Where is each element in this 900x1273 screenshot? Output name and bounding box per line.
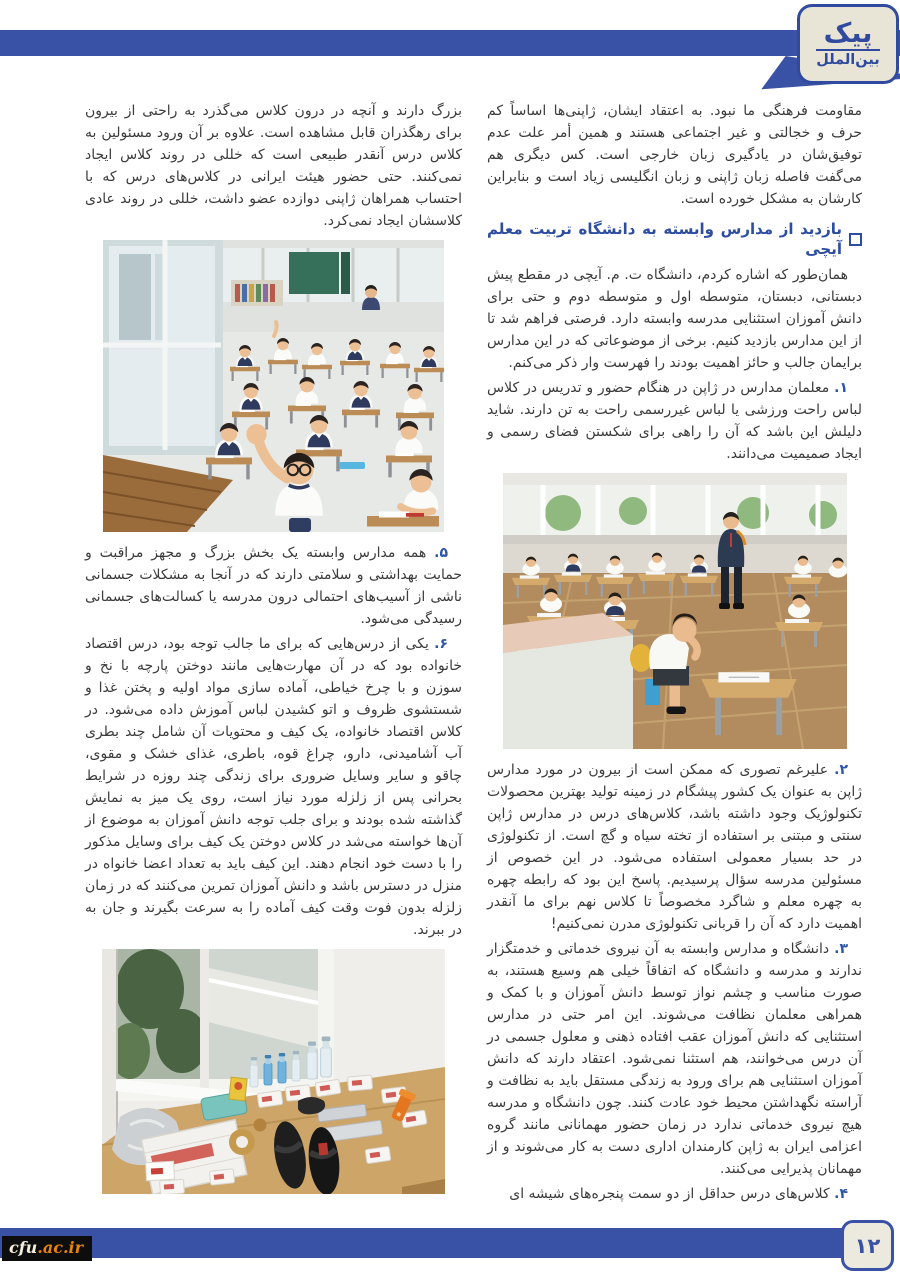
classroom-students-writing-photo xyxy=(503,473,847,749)
list-item-1 xyxy=(487,377,862,465)
intro-paragraph: مقاومت فرهنگی ما نبود. به اعتقاد ایشان، ژاپنی‌ها اساساً کم حرف و خجالتی و غیر اجتماعی هستند و همین أمر علت عدم توفیق‌شان در یادگیری زبان خارجی است. کس دیگری هم می‌گفت فاصله زبان ژاپنی و زبان انگلیسی زیاد است و بنابراین کارشان به مشکل خورده است. xyxy=(487,103,862,207)
column-right xyxy=(487,100,862,1208)
bookshelf xyxy=(231,280,283,306)
item-number: ۲. xyxy=(834,762,849,778)
watermark-name: cfu xyxy=(9,1238,38,1257)
section-heading xyxy=(487,219,862,259)
list-item-2 xyxy=(487,759,862,935)
watermark-domain: .ac.ir xyxy=(37,1238,84,1257)
cfu-watermark xyxy=(2,1236,92,1261)
continuation-paragraph: بزرگ دارند و آنچه در درون کلاس می‌گذرد به راحتی از بیرون برای رهگذران قابل مشاهده است. علاوه بر آن ورود مسئولین به کلاس درس آنقدر طبیعی است که خللی در روند کلاس ایجاد نمی‌کنند. حتی حضور هیئت ایرانی در کلاس‌های درس که با احتساب همراهان ژاپنی دوازده عضو داشت، خللی در روند عادی کلاسشان ایجاد نمی‌کرد. xyxy=(85,103,462,229)
page-number-badge xyxy=(841,1220,894,1271)
square-bullet-icon xyxy=(849,233,862,246)
item-text: کلاس‌های درس حداقل از دو سمت پنجره‌های شیشه ای xyxy=(509,1186,830,1202)
footer-band xyxy=(0,1228,853,1258)
earthquake-emergency-supplies-photo xyxy=(102,949,445,1194)
section-heading-text: بازدید از مدارس وابسته به دانشگاه تربیت معلم آیچی xyxy=(487,220,842,258)
item-text: یکی از درس‌هایی که برای ما جالب توجه بود، درس اقتصاد خانواده بود که در آن مهارت‌هایی مانند دوختن پارچه با نخ و سوزن و با چرخ خیاطی، آماده سازی مواد اولیه و پختن غذا و شستشوی ظروف و اتو کشیدن لباس آموزش داده می‌شود. در کلاس اقتصاد خانواده، یک کیف و محتویات آن شامل چند بطری آب آشامیدنی، دارو، چراغ قوه، باطری، غذای خشک و مقوی، چاقو و سایر وسایل ضروری برای زندگی چند روزه در شرایط بحرانی پس از زلزله مورد نیاز است، روی یک میز به نمایش گذاشته شده بودند و برای جلب توجه دانش آموزان به موضوع از آن‌ها خواسته می‌شد در کلاس دوختن یک کیف برای وسایل مذکور را با دست خود انجام دهند. این کیف باید به تعداد اعضا خانواه در منزل در دسترس باشد و دانش آموزان تمرین می‌کنند که در زمان زلزله بدون فوت وقت کیف آماده را به سرعت بگیرند و جان به در ببرند. xyxy=(85,636,462,938)
item-text: دانشگاه و مدارس وابسته به آن نیروی خدماتی و خدمتگزار ندارند و مدرسه و دانشگاه که اتفاقاً خیلی هم وسیع هستند، به صورت مناسب و چشم نواز توسط دانش آموزان و با کمک و همراهی معلمان نظافت می‌شوند. این امر حتی در مدارس استثنایی که دانش آموزان عقب افتاده ذهنی و معلول جسمی در آن درس می‌خوانند، هم استثنا نمی‌شود. اعتقاد دارند که دانش آموزان استثنایی هم برای ورود به زندگی مستقل باید به نظافت و آراسته نگهداشتن محیط خود عادت کنند. چون دانشگاه و مدرسه هیچ نیروی خدماتی ندارد در زمان حضور مهمانانی مانند گروه اعزامی ایران به ژاپن کارمندان اداری دست به کار می‌شوند و از مهمانان پذیرایی می‌کنند. xyxy=(487,941,862,1177)
classroom-students-waving-photo xyxy=(103,240,444,532)
emergency-supplies-illustration xyxy=(102,949,445,1194)
classroom-waving-illustration xyxy=(103,240,444,532)
list-item-3 xyxy=(487,938,862,1180)
logo-title: پیک xyxy=(823,18,873,50)
item-number: ۳. xyxy=(834,941,848,957)
item-number: ۵. xyxy=(434,545,448,561)
logo-subtitle: بین‌الملل xyxy=(816,49,879,68)
list-item-6 xyxy=(85,633,462,941)
header-band xyxy=(0,30,900,56)
item-number: ۴. xyxy=(834,1186,848,1202)
item-text: معلمان مدارس در ژاپن در هنگام حضور و تدریس در کلاس لباس راحت ورزشی یا لباس غیررسمی راحت به تن دارند. شاید دلیلش این باشد که آن را راهی برای شکستن فضای رسمی و ایجاد صمیمیت می‌دانند. xyxy=(487,380,862,462)
classroom-writing-illustration xyxy=(503,473,847,749)
list-item-5 xyxy=(85,542,462,630)
magazine-logo xyxy=(797,4,899,84)
item-number: ۶. xyxy=(434,636,448,652)
item-text: همه مدارس وابسته یک بخش بزرگ و مجهز مراقبت و حمایت بهداشتی و سلامتی دارند که در آنجا به مشکلات جسمانی ناشی از آسیب‌های احتمالی درون مدرسه یا کسالت‌های جسمانی رسیدگی می‌شود. xyxy=(85,545,462,627)
item-text: علیرغم تصوری که ممکن است از بیرون در مورد مدارس ژاپن به عنوان یک کشور پیشگام در زمینه تولید بهترین محصولات تکنولوژیک وجود داشته باشد، کلاس‌های درس در مدارس ژاپن سنتی و مبتنی بر استفاده از تخته سیاه و گچ است. از تکنولوژی در حد بسیار معمولی استفاده می‌شود. در این خصوص از مسئولین مدرسه سؤال پرسیدیم. پاسخ این بود که رابطه چهره به چهره معلم و شاگرد مخصوصاً تا کلاس نهم برای ما آنقدر اهمیت دارد که آن را قربانی تکنولوژی مدرن نمی‌کنیم! xyxy=(487,762,862,932)
column-left xyxy=(85,100,462,1204)
list-item-4 xyxy=(487,1183,862,1205)
page-number: ۱۲ xyxy=(854,1233,881,1258)
section-intro-paragraph: همان‌طور که اشاره کردم، دانشگاه ت. م. آیچی در مقطع پیش دبستانی، دبستان، متوسطه اول و متوسطه دوم و حتی برای دانش آموزان استثنایی مدرسه وابسته دارد. فرصتی فراهم شد تا از این مدارس بازدید کنیم. برخی از موضوعاتی که در این مدارس برایمان جالب و حائز اهمیت بودند را فهرست وار ذکر می‌کنم. xyxy=(487,267,862,371)
item-number: ۱. xyxy=(834,380,848,396)
